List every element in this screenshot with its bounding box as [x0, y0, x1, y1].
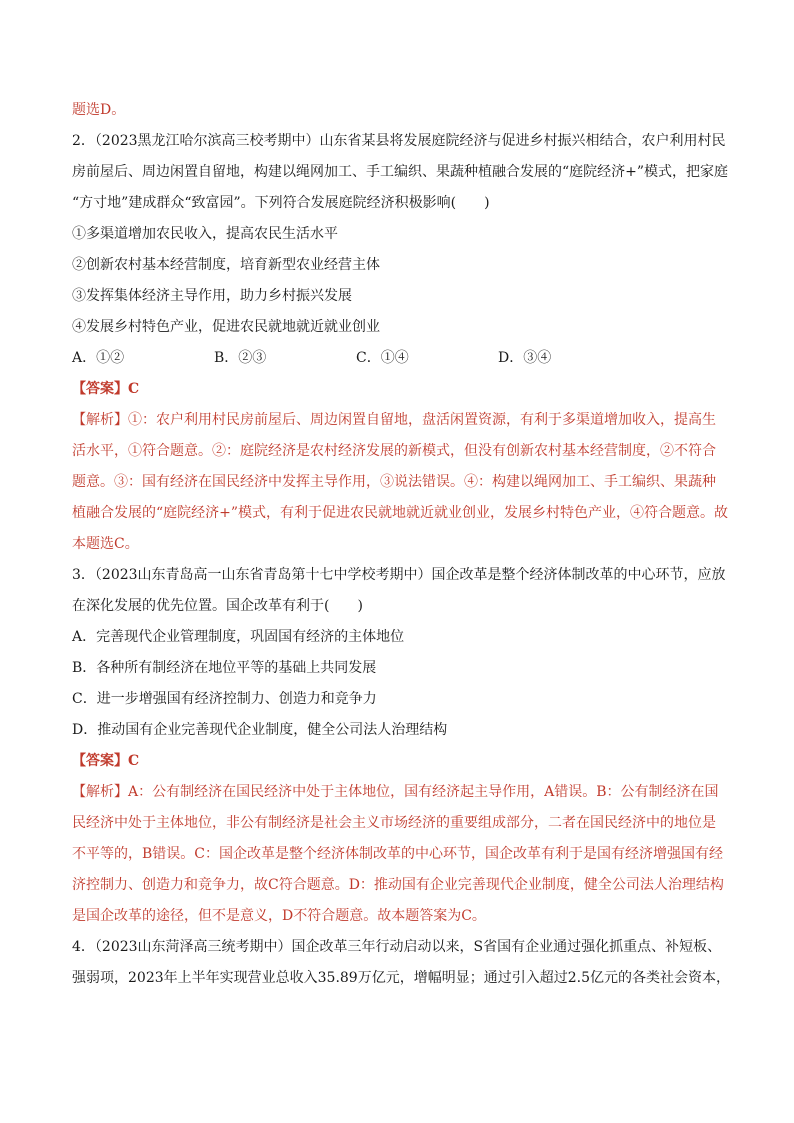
analysis-2-cont: 植融合发展的“庭院经济+”模式，有利于促进农民就地就近就业创业，发展乡村特色产业，④符合题意。故: [72, 505, 729, 521]
question-3-option-b: B．各种所有制经济在地位平等的基础上共同发展: [72, 660, 377, 676]
analysis-2-cont: 题意。③：国有经济在国民经济中发挥主导作用，③说法错误。④：构建以绳网加工、手工编织、果蔬种: [72, 474, 716, 490]
answer-2: 【答案】C: [72, 381, 140, 397]
question-2-stem-cont: 房前屋后、周边闲置自留地，构建以绳网加工、手工编织、果蔬种植融合发展的“庭院经济+”模式，把家庭: [72, 164, 729, 180]
question-2-stem-end: “方寸地”建成群众“致富园”。下列符合发展庭院经济积极影响( ): [72, 195, 490, 211]
question-4-stem-cont: 强弱项，2023年上半年实现营业总收入35.89万亿元，增幅明显；通过引入超过2.5亿元的各类社会资本，: [72, 970, 730, 986]
analysis-3: 【解析】A：公有制经济在国民经济中处于主体地位，国有经济起主导作用，A错误。B：公有制经济在国: [72, 784, 719, 800]
option-d: D．③④: [498, 350, 552, 366]
question-4-stem: 4．（2023山东菏泽高三统考期中）国企改革三年行动启动以来，S省国有企业通过强化抓重点、补短板、: [72, 939, 722, 955]
statement-4: ④发展乡村特色产业，促进农民就地就近就业创业: [72, 319, 380, 335]
prev-answer-tail: 题选D。: [72, 102, 126, 118]
analysis-2-end: 本题选C。: [72, 536, 139, 552]
answer-3: 【答案】C: [72, 753, 140, 769]
statement-3: ③发挥集体经济主导作用，助力乡村振兴发展: [72, 288, 352, 304]
analysis-2: 【解析】①：农户利用村民房前屋后、周边闲置自留地，盘活闲置资源，有利于多渠道增加收入，提高生: [72, 412, 716, 428]
analysis-3-cont: 济控制力、创造力和竞争力，故C符合题意。D：推动国有企业完善现代企业制度，健全公司法人治理结构: [72, 877, 724, 893]
question-2-options: [72, 348, 734, 368]
statement-2: ②创新农村基本经营制度，培育新型农业经营主体: [72, 257, 380, 273]
question-2-stem: 2．（2023黑龙江哈尔滨高三校考期中）山东省某县将发展庭院经济与促进乡村振兴相结合，农户利用村民: [72, 133, 726, 149]
question-3-stem: 3．（2023山东青岛高一山东省青岛第十七中学校考期中）国企改革是整个经济体制改革的中心环节，应放: [72, 567, 726, 583]
analysis-3-cont: 民经济中处于主体地位，非公有制经济是社会主义市场经济的重要组成部分，二者在国民经济中的地位是: [72, 815, 716, 831]
option-b: B．②③: [214, 350, 267, 366]
option-a: A．①②: [72, 350, 125, 366]
question-3-stem-end: 在深化发展的优先位置。国企改革有利于( ): [72, 598, 363, 614]
statement-1: ①多渠道增加农民收入，提高农民生活水平: [72, 226, 338, 242]
question-3-option-d: D．推动国有企业完善现代企业制度，健全公司法人治理结构: [72, 722, 448, 738]
option-c: C．①④: [356, 350, 409, 366]
question-3-option-a: A．完善现代企业管理制度，巩固国有经济的主体地位: [72, 629, 405, 645]
analysis-2-cont: 活水平，①符合题意。②：庭院经济是农村经济发展的新模式，但没有创新农村基本经营制度，②不符合: [72, 443, 716, 459]
analysis-3-cont: 不平等的，B错误。C：国企改革是整个经济体制改革的中心环节，国企改革有利于是国有经济增强国有经: [72, 846, 723, 862]
question-3-option-c: C．进一步增强国有经济控制力、创造力和竞争力: [72, 691, 377, 707]
analysis-3-end: 是国企改革的途径，但不是意义，D不符合题意。故本题答案为C。: [72, 908, 486, 924]
